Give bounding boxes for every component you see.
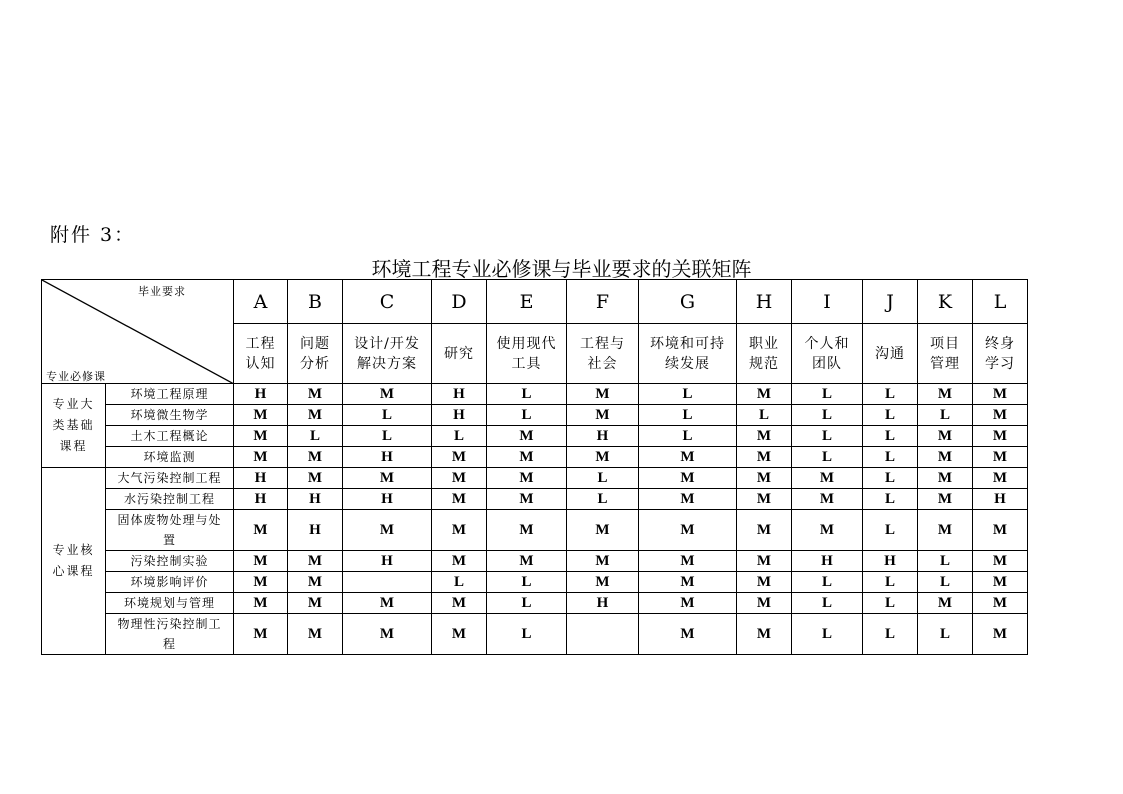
correlation-value-c: M xyxy=(343,593,432,614)
correlation-value-d: L xyxy=(432,572,487,593)
requirement-name-a xyxy=(234,324,288,384)
correlation-value-e: M xyxy=(487,447,567,468)
requirement-name-g xyxy=(639,324,737,384)
correlation-value-b: M xyxy=(288,447,343,468)
correlation-value-k: L xyxy=(918,551,973,572)
text-line: 项目 xyxy=(930,335,960,352)
corner-bottom-label: 专业必修课 xyxy=(46,370,106,383)
correlation-value-d: M xyxy=(432,510,487,551)
requirement-letter-l: L xyxy=(973,280,1028,324)
correlation-value-l: H xyxy=(973,489,1028,510)
requirement-letter-a: A xyxy=(234,280,288,324)
course-group-label xyxy=(42,468,106,655)
text-line: 心课程 xyxy=(52,564,95,578)
requirement-name-e xyxy=(487,324,567,384)
correlation-value-l: M xyxy=(973,510,1028,551)
correlation-value-j: L xyxy=(863,426,918,447)
correlation-value-c: H xyxy=(343,489,432,510)
correlation-value-k: M xyxy=(918,593,973,614)
correlation-value-e: M xyxy=(487,510,567,551)
attachment-label: 附件 3： xyxy=(50,224,136,246)
course-row xyxy=(42,551,1028,572)
correlation-value-j: H xyxy=(863,551,918,572)
correlation-value-k: L xyxy=(918,614,973,655)
correlation-value-e: L xyxy=(487,384,567,405)
course-name xyxy=(106,426,234,447)
course-row xyxy=(42,384,1028,405)
text-line: 续发展 xyxy=(665,355,710,372)
text-line: 环境工程原理 xyxy=(130,387,209,401)
correlation-value-g: M xyxy=(639,510,737,551)
text-line: 社会 xyxy=(587,355,618,372)
correlation-value-i: L xyxy=(792,572,863,593)
course-row xyxy=(42,614,1028,655)
correlation-value-b: M xyxy=(288,593,343,614)
correlation-value-i: L xyxy=(792,593,863,614)
correlation-value-c: H xyxy=(343,551,432,572)
requirement-letter-h: H xyxy=(737,280,792,324)
correlation-value-h: M xyxy=(737,551,792,572)
correlation-value-e: L xyxy=(487,572,567,593)
course-name xyxy=(106,572,234,593)
course-name xyxy=(106,405,234,426)
text-line: 工程与 xyxy=(580,335,625,352)
requirement-letter-e: E xyxy=(487,280,567,324)
correlation-value-e: M xyxy=(487,426,567,447)
correlation-value-e: L xyxy=(487,614,567,655)
correlation-value-a: M xyxy=(234,447,288,468)
correlation-value-d: M xyxy=(432,468,487,489)
correlation-value-f: M xyxy=(567,551,639,572)
correlation-value-a: M xyxy=(234,510,288,551)
correlation-value-h: M xyxy=(737,426,792,447)
correlation-value-g: M xyxy=(639,447,737,468)
correlation-value-i: M xyxy=(792,489,863,510)
correlation-value-c: M xyxy=(343,510,432,551)
correlation-value-f: M xyxy=(567,510,639,551)
correlation-value-b: M xyxy=(288,468,343,489)
text-line: 团队 xyxy=(812,355,842,372)
correlation-value-i: L xyxy=(792,405,863,426)
requirement-name-b xyxy=(288,324,343,384)
correlation-value-j: L xyxy=(863,510,918,551)
correlation-value-i: L xyxy=(792,447,863,468)
course-name xyxy=(106,447,234,468)
corner-top-label: 毕业要求 xyxy=(138,285,186,298)
course-row xyxy=(42,489,1028,510)
correlation-value-h: M xyxy=(737,384,792,405)
text-line: 管理 xyxy=(930,355,960,372)
correlation-value-k: M xyxy=(918,447,973,468)
correlation-value-l: M xyxy=(973,447,1028,468)
correlation-value-h: M xyxy=(737,572,792,593)
correlation-value-j: L xyxy=(863,489,918,510)
text-line: 置 xyxy=(162,533,176,547)
text-line: 物理性污染控制工 xyxy=(117,617,222,631)
correlation-value-j: L xyxy=(863,447,918,468)
correlation-value-b: M xyxy=(288,405,343,426)
correlation-value-a: M xyxy=(234,426,288,447)
correlation-value-g: M xyxy=(639,614,737,655)
correlation-value-d: M xyxy=(432,593,487,614)
correlation-value-c: H xyxy=(343,447,432,468)
correlation-value-e: M xyxy=(487,489,567,510)
correlation-value-l: M xyxy=(973,405,1028,426)
course-row xyxy=(42,593,1028,614)
course-name xyxy=(106,489,234,510)
requirement-name-d xyxy=(432,324,487,384)
correlation-value-c xyxy=(343,572,432,593)
correlation-value-a: M xyxy=(234,572,288,593)
requirement-letter-f: F xyxy=(567,280,639,324)
requirement-name-h xyxy=(737,324,792,384)
correlation-value-j: L xyxy=(863,405,918,426)
correlation-value-i: H xyxy=(792,551,863,572)
text-line: 职业 xyxy=(749,335,779,352)
correlation-value-k: M xyxy=(918,489,973,510)
correlation-value-j: L xyxy=(863,593,918,614)
correlation-value-j: L xyxy=(863,384,918,405)
text-line: 环境微生物学 xyxy=(130,408,209,422)
correlation-value-a: M xyxy=(234,405,288,426)
correlation-value-c: L xyxy=(343,405,432,426)
correlation-value-g: M xyxy=(639,551,737,572)
correlation-value-l: M xyxy=(973,593,1028,614)
text-line: 污染控制实验 xyxy=(130,554,209,568)
correlation-value-l: M xyxy=(973,468,1028,489)
correlation-value-e: L xyxy=(487,405,567,426)
correlation-value-d: H xyxy=(432,405,487,426)
requirement-letter-d: D xyxy=(432,280,487,324)
correlation-value-d: H xyxy=(432,384,487,405)
course-row xyxy=(42,426,1028,447)
requirement-letter-g: G xyxy=(639,280,737,324)
correlation-value-f: M xyxy=(567,405,639,426)
correlation-value-k: M xyxy=(918,384,973,405)
correlation-value-l: M xyxy=(973,426,1028,447)
text-line: 研究 xyxy=(444,345,474,362)
text-line: 解决方案 xyxy=(357,355,417,372)
correlation-value-c: M xyxy=(343,384,432,405)
correlation-value-i: L xyxy=(792,426,863,447)
correlation-value-d: M xyxy=(432,551,487,572)
page-title: 环境工程专业必修课与毕业要求的关联矩阵 xyxy=(371,257,752,281)
text-line: 程 xyxy=(162,637,176,651)
correlation-value-h: M xyxy=(737,447,792,468)
correlation-value-h: M xyxy=(737,510,792,551)
requirement-letter-k: K xyxy=(918,280,973,324)
course-name xyxy=(106,551,234,572)
correlation-value-g: L xyxy=(639,426,737,447)
text-line: 认知 xyxy=(245,355,276,372)
text-line: 环境影响评价 xyxy=(130,575,209,589)
correlation-value-a: M xyxy=(234,614,288,655)
correlation-value-j: L xyxy=(863,572,918,593)
requirement-name-f xyxy=(567,324,639,384)
correlation-value-g: L xyxy=(639,384,737,405)
correlation-value-f: L xyxy=(567,468,639,489)
text-line: 环境规划与管理 xyxy=(123,596,215,610)
letter-header-row xyxy=(42,280,1028,324)
text-line: 环境监测 xyxy=(143,450,196,464)
course-name xyxy=(106,614,234,655)
correlation-matrix-table xyxy=(41,279,1028,655)
correlation-value-c: M xyxy=(343,468,432,489)
correlation-value-b: L xyxy=(288,426,343,447)
correlation-value-h: M xyxy=(737,468,792,489)
correlation-value-f: L xyxy=(567,489,639,510)
correlation-value-g: M xyxy=(639,572,737,593)
text-line: 固体废物处理与处 xyxy=(117,513,222,527)
course-name xyxy=(106,468,234,489)
correlation-value-h: M xyxy=(737,614,792,655)
text-line: 工具 xyxy=(511,355,542,372)
requirement-name-i xyxy=(792,324,863,384)
correlation-value-c: L xyxy=(343,426,432,447)
course-row xyxy=(42,447,1028,468)
requirement-letter-b: B xyxy=(288,280,343,324)
correlation-value-l: M xyxy=(973,551,1028,572)
requirement-name-j xyxy=(863,324,918,384)
matrix-body xyxy=(42,280,1028,655)
correlation-value-i: M xyxy=(792,468,863,489)
correlation-value-b: M xyxy=(288,384,343,405)
correlation-value-f: M xyxy=(567,447,639,468)
requirement-letter-i: I xyxy=(792,280,863,324)
correlation-value-h: M xyxy=(737,489,792,510)
correlation-value-f: M xyxy=(567,572,639,593)
text-line: 个人和 xyxy=(804,335,850,352)
correlation-value-k: L xyxy=(918,572,973,593)
correlation-value-k: M xyxy=(918,510,973,551)
correlation-value-a: M xyxy=(234,551,288,572)
text-line: 土木工程概论 xyxy=(130,429,209,443)
correlation-value-g: M xyxy=(639,593,737,614)
correlation-value-a: H xyxy=(234,489,288,510)
correlation-value-d: L xyxy=(432,426,487,447)
course-name xyxy=(106,593,234,614)
text-line: 学习 xyxy=(985,355,1015,372)
correlation-value-l: M xyxy=(973,614,1028,655)
correlation-value-k: M xyxy=(918,468,973,489)
correlation-value-g: M xyxy=(639,489,737,510)
requirement-name-l xyxy=(973,324,1028,384)
text-line: 使用现代 xyxy=(496,335,557,352)
correlation-value-f: H xyxy=(567,593,639,614)
correlation-value-b: H xyxy=(288,489,343,510)
correlation-value-i: M xyxy=(792,510,863,551)
correlation-value-d: M xyxy=(432,447,487,468)
text-line: 环境和可持 xyxy=(650,335,725,352)
correlation-value-b: M xyxy=(288,551,343,572)
course-name xyxy=(106,510,234,551)
correlation-value-k: L xyxy=(918,405,973,426)
requirement-name-c xyxy=(343,324,432,384)
text-line: 分析 xyxy=(300,355,330,372)
course-name xyxy=(106,384,234,405)
text-line: 沟通 xyxy=(875,345,905,362)
correlation-value-k: M xyxy=(918,426,973,447)
correlation-value-b: M xyxy=(288,614,343,655)
course-row xyxy=(42,510,1028,551)
correlation-value-a: H xyxy=(234,384,288,405)
correlation-value-f xyxy=(567,614,639,655)
text-line: 大气污染控制工程 xyxy=(117,471,222,485)
text-line: 课程 xyxy=(59,439,88,453)
correlation-value-e: M xyxy=(487,468,567,489)
requirement-letter-j: J xyxy=(863,280,918,324)
correlation-value-c: M xyxy=(343,614,432,655)
text-line: 问题 xyxy=(300,335,330,352)
correlation-value-i: L xyxy=(792,614,863,655)
text-line: 设计/开发 xyxy=(354,335,420,352)
correlation-value-e: M xyxy=(487,551,567,572)
course-row xyxy=(42,405,1028,426)
correlation-value-a: M xyxy=(234,593,288,614)
text-line: 专业大 xyxy=(52,397,95,411)
correlation-value-j: L xyxy=(863,614,918,655)
correlation-value-d: M xyxy=(432,614,487,655)
text-line: 水污染控制工程 xyxy=(123,492,215,506)
correlation-value-e: L xyxy=(487,593,567,614)
text-line: 工程 xyxy=(245,335,276,352)
text-line: 专业核 xyxy=(52,543,95,557)
correlation-value-b: M xyxy=(288,572,343,593)
course-row xyxy=(42,468,1028,489)
correlation-value-d: M xyxy=(432,489,487,510)
correlation-value-g: L xyxy=(639,405,737,426)
correlation-value-a: H xyxy=(234,468,288,489)
correlation-value-l: M xyxy=(973,384,1028,405)
correlation-value-g: M xyxy=(639,468,737,489)
correlation-value-l: M xyxy=(973,572,1028,593)
text-line: 终身 xyxy=(985,335,1015,352)
requirement-letter-c: C xyxy=(343,280,432,324)
text-line: 类基础 xyxy=(52,418,95,432)
correlation-value-f: H xyxy=(567,426,639,447)
correlation-value-j: L xyxy=(863,468,918,489)
text-line: 规范 xyxy=(749,355,779,372)
header-corner-cell xyxy=(42,280,234,384)
requirement-name-k xyxy=(918,324,973,384)
correlation-value-i: L xyxy=(792,384,863,405)
correlation-value-h: L xyxy=(737,405,792,426)
course-group-label xyxy=(42,384,106,468)
correlation-value-f: M xyxy=(567,384,639,405)
course-row xyxy=(42,572,1028,593)
correlation-value-b: H xyxy=(288,510,343,551)
correlation-value-h: M xyxy=(737,593,792,614)
